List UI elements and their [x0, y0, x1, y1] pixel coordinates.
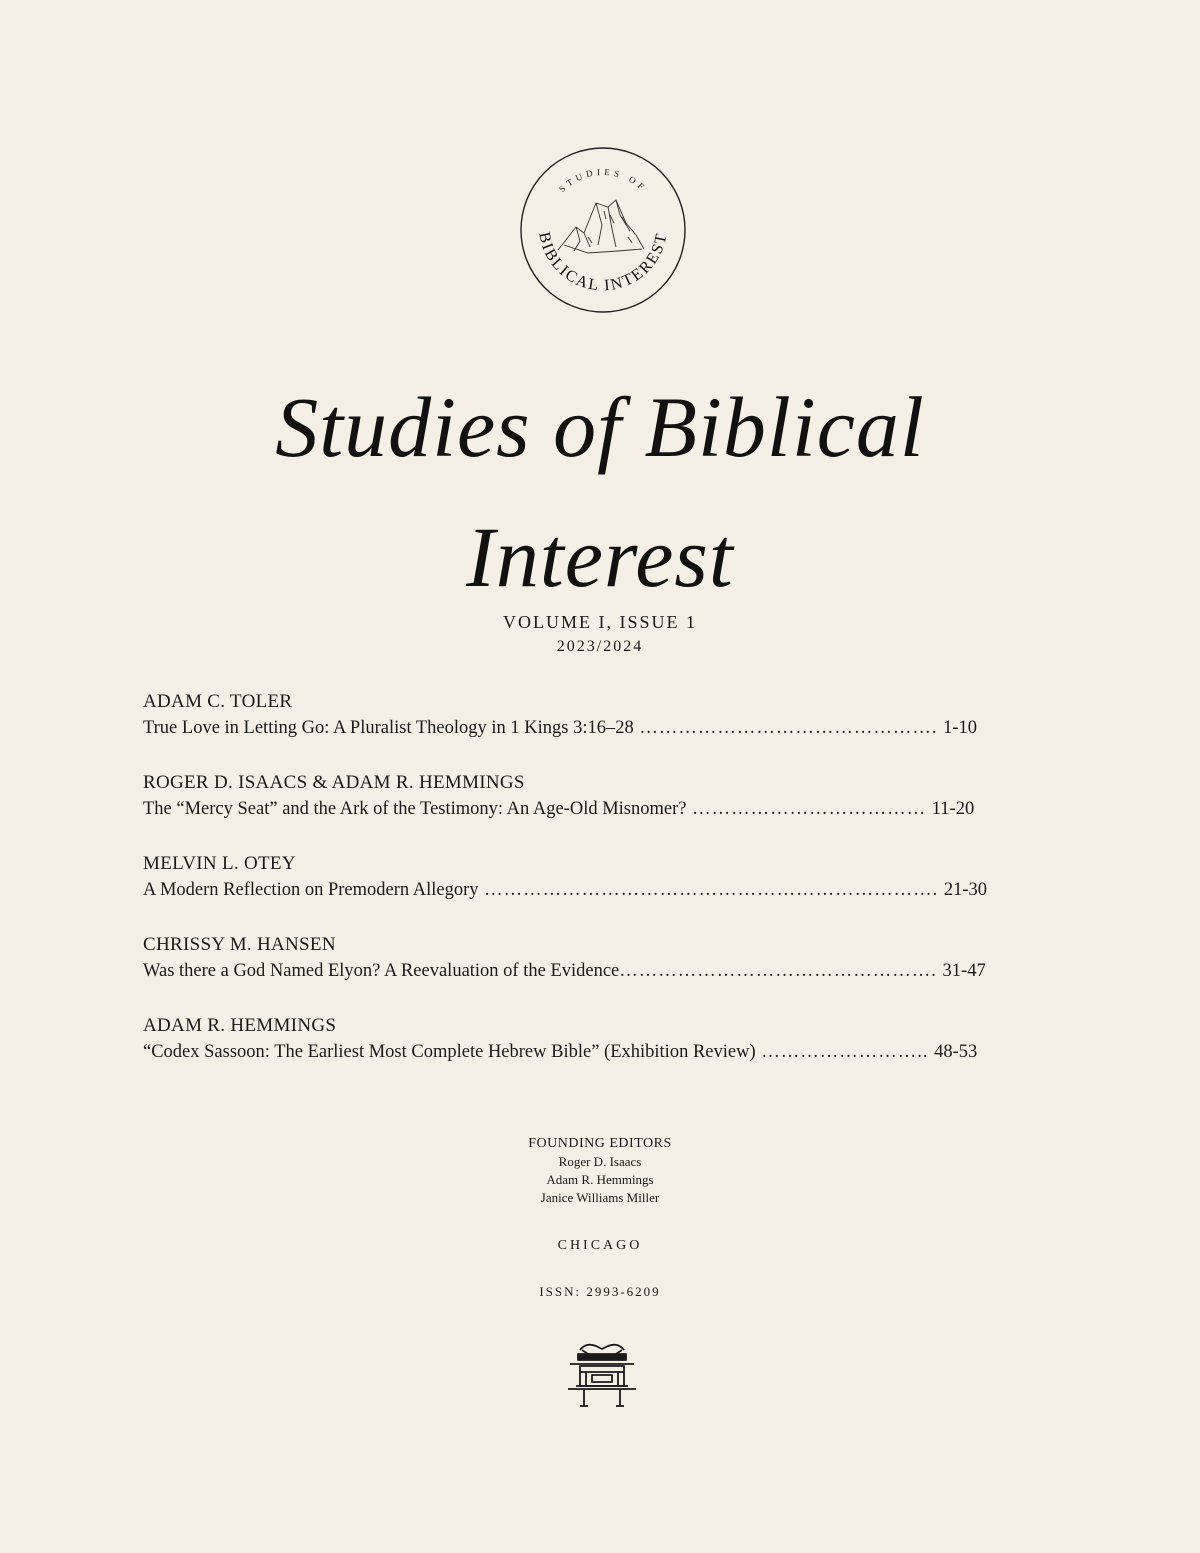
journal-title [0, 362, 1200, 622]
toc-leader-dots: ……………………………… [686, 799, 932, 819]
toc-leader-dots: …………………………………………. [619, 961, 943, 981]
founding-editors [0, 1135, 1200, 1207]
toc-line [143, 795, 1068, 823]
toc-article-title: Was there a God Named Elyon? A Reevaluation of the Evidence [143, 961, 620, 981]
toc-author: ROGER D. ISAACS & ADAM R. HEMMINGS [143, 772, 525, 793]
journal-seal-logo [518, 145, 688, 315]
toc-entry [143, 771, 1068, 852]
volume-issue: VOLUME I, ISSUE 1 [503, 612, 697, 632]
journal-title-line-2: Interest [466, 509, 734, 605]
seal-bottom-text: BIBLICAL INTEREST [535, 230, 671, 295]
editor-name: Adam R. Hemmings [546, 1172, 654, 1187]
toc-author: CHRISSY M. HANSEN [143, 934, 336, 955]
mountain-icon [558, 200, 644, 253]
toc-line [143, 1038, 1068, 1066]
issn-number: ISSN: 2993-6209 [539, 1284, 661, 1299]
toc-article-title: True Love in Letting Go: A Pluralist Theology in 1 Kings 3:16–28 [143, 718, 634, 738]
toc-line [143, 714, 1068, 742]
toc-article-title: A Modern Reflection on Premodern Allegory [143, 880, 479, 900]
toc-pages: 1-10 [943, 718, 978, 738]
toc-author: ADAM R. HEMMINGS [143, 1015, 337, 1036]
toc-entry [143, 1014, 1068, 1095]
toc-entry [143, 933, 1068, 1014]
toc-article-title: “Codex Sassoon: The Earliest Most Complete Hebrew Bible” (Exhibition Review) [143, 1042, 756, 1062]
publication-year: 2023/2024 [556, 638, 644, 655]
seal-top-text: STUDIES OF [556, 166, 650, 195]
editor-name: Janice Williams Miller [540, 1190, 660, 1205]
toc-leader-dots: ……………………………………………………………. [478, 880, 944, 900]
toc-author: MELVIN L. OTEY [143, 853, 296, 874]
toc-pages: 48-53 [934, 1042, 978, 1062]
toc-leader-dots: ………………………………………. [633, 718, 944, 738]
table-of-contents [143, 690, 1068, 1095]
editors-heading: FOUNDING EDITORS [528, 1136, 672, 1151]
toc-leader-dots: …………………….. [755, 1042, 935, 1062]
toc-line [143, 957, 1068, 985]
toc-entry [143, 852, 1068, 933]
toc-pages: 31-47 [942, 961, 986, 981]
svg-text:STUDIES OF [557, 167, 649, 194]
toc-line [143, 876, 1068, 904]
editor-name: Roger D. Isaacs [558, 1154, 642, 1169]
toc-pages: 11-20 [931, 799, 975, 819]
publication-city: CHICAGO [557, 1238, 643, 1253]
journal-title-line-1: Studies of Biblical [275, 379, 925, 475]
svg-text:BIBLICAL INTEREST [535, 231, 671, 295]
toc-article-title: The “Mercy Seat” and the Ark of the Testimony: An Age-Old Misnomer? [143, 799, 687, 819]
ark-of-covenant-icon [566, 1340, 638, 1410]
toc-pages: 21-30 [943, 880, 988, 900]
toc-author: ADAM C. TOLER [143, 691, 293, 712]
toc-entry [143, 690, 1068, 771]
